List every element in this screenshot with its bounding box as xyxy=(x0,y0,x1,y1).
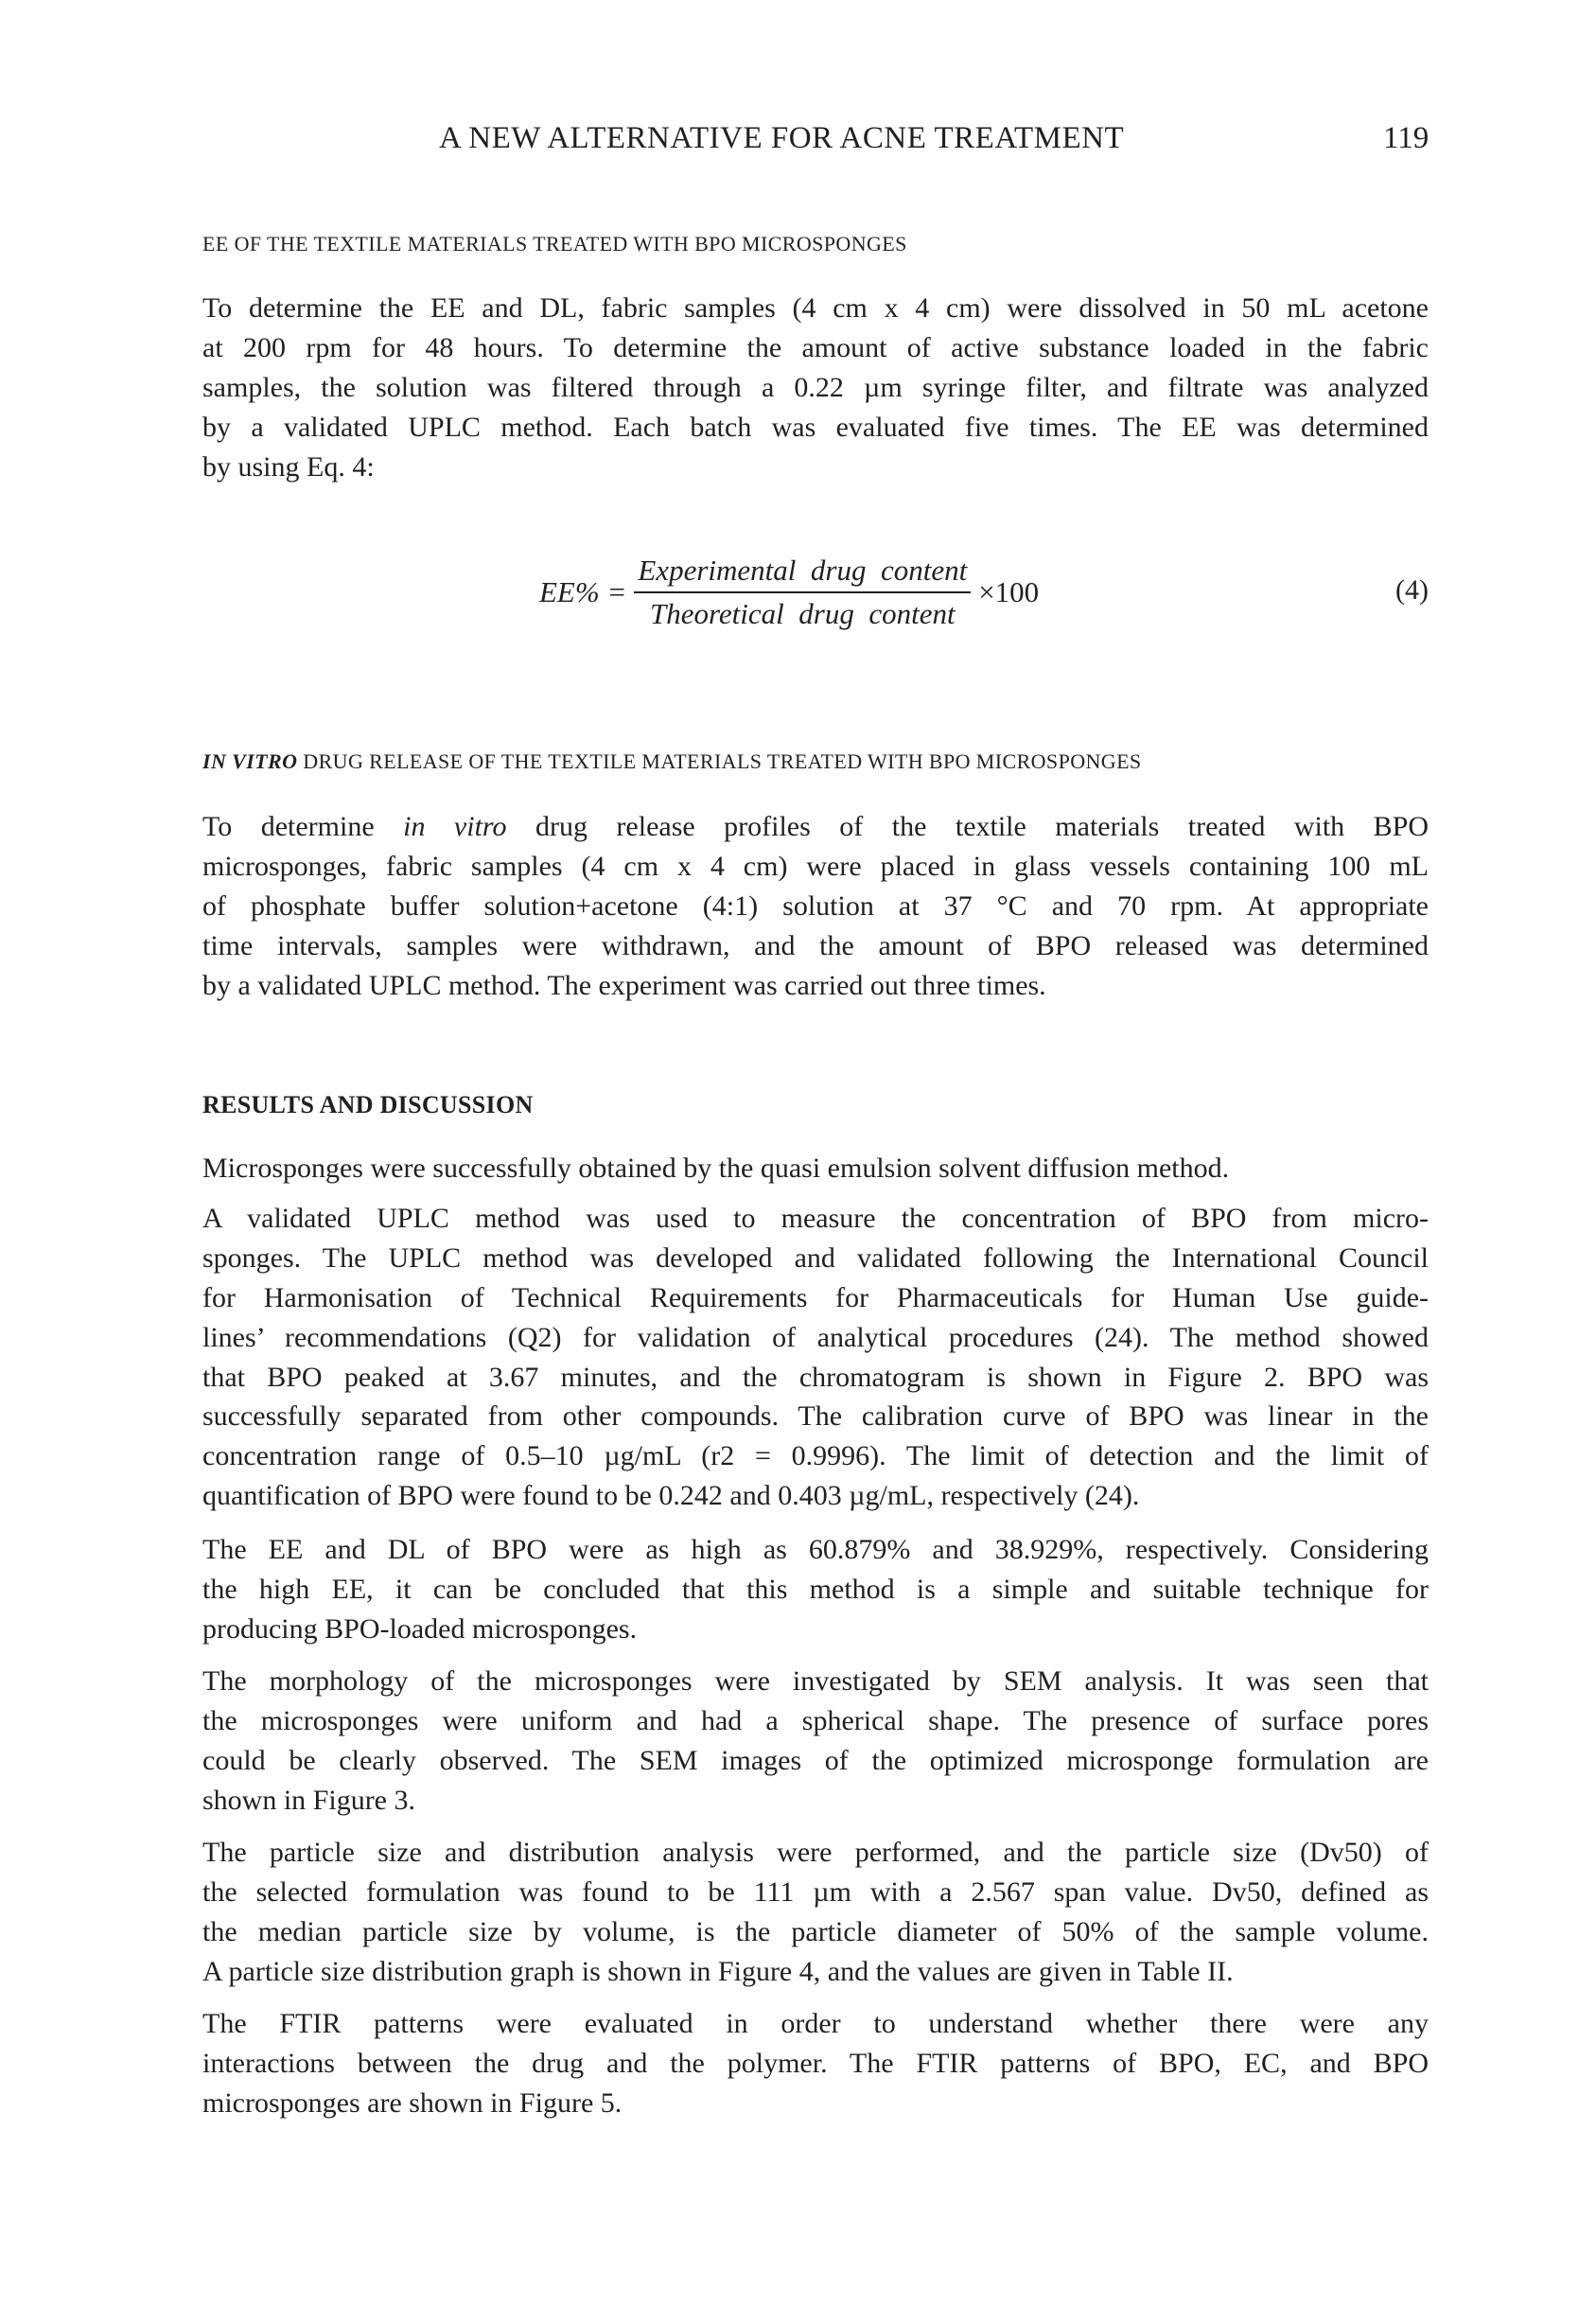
results-paragraph-5 xyxy=(202,1833,1429,1992)
results-paragraph-3 xyxy=(202,1530,1429,1649)
text-line: quantification of BPO were found to be 0.242 and 0.403 µg/mL, respectively (24). xyxy=(202,1480,1140,1512)
heading-rest: DRUG RELEASE OF THE TEXTILE MATERIALS TREATED WITH BPO MICROSPONGES xyxy=(297,749,1142,773)
text-line: The FTIR patterns were evaluated in order to understand whether there were any xyxy=(202,2008,1429,2039)
section-heading-in-vitro xyxy=(202,749,1142,774)
text-line: of phosphate buffer solution+acetone (4:1) solution at 37 °C and 70 rpm. At appropriate xyxy=(202,889,1429,922)
text-line: shown in Figure 3. xyxy=(202,1784,415,1816)
equation-number: (4) xyxy=(1395,574,1429,606)
text-line: A validated UPLC method was used to measure the concentration of BPO from micro- xyxy=(202,1203,1429,1234)
text-line: could be clearly observed. The SEM images of the optimized microsponge formulation are xyxy=(202,1744,1429,1776)
text-line: the selected formulation was found to be 111 µm with a 2.567 span value. Dv50, defined as xyxy=(202,1875,1429,1908)
page-number: 119 xyxy=(1383,121,1429,155)
equation-fraction xyxy=(634,554,971,631)
text-line: samples, the solution was filtered through a 0.22 µm syringe filter, and filtrate was analyzed xyxy=(202,371,1429,403)
equation-ee xyxy=(539,554,1039,631)
text-line: The morphology of the microsponges were investigated by SEM analysis. It was seen that xyxy=(202,1665,1429,1697)
text-line: that BPO peaked at 3.67 minutes, and the chromatogram is shown in Figure 2. BPO was xyxy=(202,1361,1429,1393)
text-line: The EE and DL of BPO were as high as 60.879% and 38.929%, respectively. Considering xyxy=(202,1534,1429,1565)
text-line: Microsponges were successfully obtained by the quasi emulsion solvent diffusion method. xyxy=(202,1153,1230,1184)
text-line: by using Eq. 4: xyxy=(202,450,375,483)
results-paragraph-6 xyxy=(202,2004,1429,2123)
results-paragraph-2 xyxy=(202,1199,1429,1516)
equation-denominator: Theoretical drug content xyxy=(649,597,956,630)
text-line: the microsponges were uniform and had a spherical shape. The presence of surface pores xyxy=(202,1704,1429,1736)
text-line: producing BPO-loaded microsponges. xyxy=(202,1612,638,1645)
italic-phrase: in vitro xyxy=(403,811,507,842)
text-line: microsponges, fabric samples (4 cm x 4 cm) were placed in glass vessels containing 100 mL xyxy=(202,850,1429,882)
text-line: time intervals, samples were withdrawn, and the amount of BPO released was determined xyxy=(202,929,1429,961)
text-line: concentration range of 0.5–10 µg/mL (r2 = 0.9996). The limit of detection and the limit of xyxy=(202,1440,1429,1472)
results-paragraph-4 xyxy=(202,1662,1429,1821)
text-line: interactions between the drug and the polymer. The FTIR patterns of BPO, EC, and BPO xyxy=(202,2047,1429,2079)
text-line: the high EE, it can be concluded that this method is a simple and suitable technique for xyxy=(202,1573,1429,1605)
text-line: by a validated UPLC method. The experiment was carried out three times. xyxy=(202,969,1046,1001)
running-title: A NEW ALTERNATIVE FOR ACNE TREATMENT xyxy=(439,121,1125,155)
results-heading: RESULTS AND DISCUSSION xyxy=(202,1091,534,1118)
text-line: the median particle size by volume, is the particle diameter of 50% of the sample volume. xyxy=(202,1915,1429,1947)
equation-factor: ×100 xyxy=(978,575,1040,608)
text-line: at 200 rpm for 48 hours. To determine the amount of active substance loaded in the fabric xyxy=(202,331,1429,363)
text-line: The particle size and distribution analysis were performed, and the particle size (Dv50) of xyxy=(202,1837,1429,1868)
text-line: for Harmonisation of Technical Requirements for Pharmaceuticals for Human Use guide- xyxy=(202,1281,1429,1313)
text-line: To determine in vitro drug release profiles of the textile materials treated with BPO xyxy=(202,811,1429,842)
text-line: microsponges are shown in Figure 5. xyxy=(202,2086,623,2119)
section-heading-ee: EE OF THE TEXTILE MATERIALS TREATED WITH BPO MICROSPONGES xyxy=(202,232,907,255)
equation-numerator: Experimental drug content xyxy=(634,554,971,593)
text-line: To determine the EE and DL, fabric samples (4 cm x 4 cm) were dissolved in 50 mL acetone xyxy=(202,292,1429,324)
heading-italic: IN VITRO xyxy=(202,749,298,773)
text-line: A particle size distribution graph is shown in Figure 4, and the values are given in Table II. xyxy=(202,1955,1234,1987)
paragraph-ee xyxy=(202,289,1429,486)
text-line: by a validated UPLC method. Each batch was evaluated five times. The EE was determined xyxy=(202,411,1429,443)
equation-lhs: EE% = xyxy=(539,575,627,608)
text-line: successfully separated from other compounds. The calibration curve of BPO was linear in the xyxy=(202,1400,1429,1433)
paragraph-in-vitro xyxy=(202,807,1429,1005)
results-paragraph-1 xyxy=(202,1149,1429,1188)
text-line: sponges. The UPLC method was developed and validated following the International Council xyxy=(202,1241,1429,1274)
text-line: lines’ recommendations (Q2) for validation of analytical procedures (24). The method showed xyxy=(202,1321,1429,1353)
